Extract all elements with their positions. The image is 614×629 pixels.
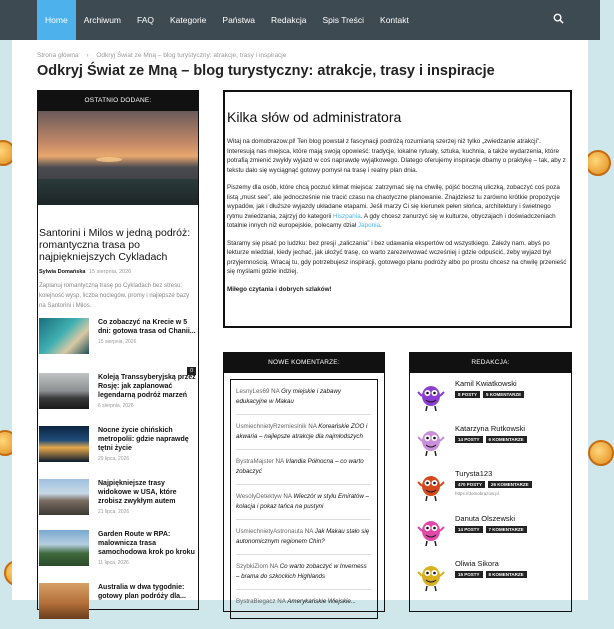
page-title: Odkryj Świat ze Mną – blog turystyczny: atrakcje, trasy i inspiracje <box>37 63 495 79</box>
editor-posts-badge: 14 POSTY <box>455 526 483 533</box>
comment-item <box>231 520 377 555</box>
editor-item <box>410 418 571 463</box>
recent-post-title[interactable]: Najpiękniejsze trasy widokowe w USA, które zrobisz zwykłym autem <box>98 480 177 505</box>
recent-post-item[interactable] <box>38 583 198 629</box>
recent-post-title[interactable]: Australia w dwa tygodnie: gotowy plan podróży dla... <box>98 584 186 600</box>
link-hiszpania[interactable]: Hiszpania <box>333 212 361 220</box>
editor-comments-badge: 7 KOMENTARZE <box>486 526 527 533</box>
recent-post-item[interactable] <box>38 479 198 523</box>
editors-widget <box>409 352 572 612</box>
featured-post-meta <box>38 263 198 275</box>
comment-on-label: NA <box>304 528 314 535</box>
comment-post-link[interactable]: Co warto zobaczyć w Inverness – brama do szkockich Highlands <box>236 563 367 580</box>
comment-item <box>231 450 377 485</box>
editor-badges <box>455 571 527 578</box>
comment-on-label: NA <box>308 423 317 430</box>
editor-comments-badge: 26 KOMENTARZE <box>488 481 532 488</box>
editor-posts-badge: 15 POSTY <box>455 571 483 578</box>
nav-item-państwa[interactable]: Państwa <box>222 15 256 25</box>
comment-on-label: NA <box>269 563 278 570</box>
top-navigation <box>0 0 600 40</box>
comment-on-label: NA <box>271 388 280 395</box>
recent-post-item[interactable] <box>38 373 198 419</box>
nav-item-archiwum[interactable]: Archiwum <box>83 15 121 25</box>
nav-item-spis-treści[interactable]: Spis Treści <box>322 15 365 25</box>
editor-name[interactable]: Katarzyna Rutkowski <box>455 424 526 433</box>
admin-intro-title: Kilka słów od administratora <box>227 109 402 125</box>
breadcrumb-home[interactable]: Strona główna <box>37 52 79 59</box>
editor-avatar[interactable] <box>415 516 447 548</box>
admin-paragraph-2 <box>225 175 570 231</box>
comment-on-label: NA <box>275 458 284 465</box>
nav-item-faq[interactable]: FAQ <box>137 15 155 25</box>
new-comments-widget <box>223 352 385 612</box>
editor-posts-badge: 8 POSTY <box>455 391 480 398</box>
recent-post-date: 29 lipca, 2026 <box>98 456 130 462</box>
recent-post-date: 15 sierpnia, 2026 <box>98 339 137 345</box>
admin-paragraph-2-text: Piszemy dla osób, które chcą poczuć klimat miejsca: zatrzymać się na chwilę, pójść boczną uliczką, zobaczyć coś poza listą „must see”, ale jednocześnie nie tracić czasu na chaotyczne planowanie. Znajdziesz tu zarówno krótkie propozycje wypadów, jak i dłuższe wyjazdy układane etapami. Jeśli marzy Ci się kierunek pełen słońca, architektury i świetnego rytmu zwiedzania, zajrzyj do kategorii <box>227 184 560 220</box>
nav-item-home[interactable]: Home <box>37 0 76 40</box>
admin-intro-box <box>223 90 572 328</box>
recent-post-thumbnail[interactable] <box>39 583 89 619</box>
recent-post-item[interactable] <box>38 530 198 576</box>
admin-paragraph-2-text-b: . A gdy chcesz zanurzyć się w kulturze, obyczajach i doświadczeniach totalnie innych niż europejskie, polecamy dział <box>227 212 556 229</box>
recent-post-list <box>38 318 198 629</box>
comment-author[interactable]: UsmiechnietyAstronauta <box>236 528 304 535</box>
featured-post-excerpt: Zaplanuj romantyczną trasę po Cykladach bez stresu: kolejność wysp, liczba noclegów, promy i najlepsze bazy na Santorini i Milos. <box>39 283 190 309</box>
editor-avatar[interactable] <box>415 426 447 458</box>
featured-post-title[interactable]: Santorini i Milos w jedną podróż: romantyczna trasa po najpiękniejszych Cykladach <box>39 227 191 263</box>
comment-item <box>231 415 377 450</box>
admin-paragraph-1: Witaj na domobrazow.pl! Ten blog powstał z fascynacji podróżą rozumianą szerzej niż tylko „zwiedzanie atrakcji”. Interesują nas miejsca, które mają swoją opowieść: tradycje, lokalne rytuały, sztuka, kuchnia, a także wydarzenia, które potrafią zmienić zwykły wyjazd w coś naprawdę wyjątkowego. Dlatego oferujemy inspiracje dbamy o praktykę – tak, aby z tekstu dało się wyciągnąć gotowy pomysł na trasę i realny plan dnia. <box>227 138 566 174</box>
comment-item <box>231 590 377 615</box>
nav-item-kategorie[interactable]: Kategorie <box>170 15 207 25</box>
editor-posts-badge: 470 POSTY <box>455 481 485 488</box>
admin-paragraph-2-text-c: . <box>379 222 382 229</box>
editor-avatar[interactable] <box>415 561 447 593</box>
editor-badges <box>455 526 527 533</box>
editor-name[interactable]: Danuta Olszewski <box>455 514 516 523</box>
comment-post-link[interactable]: Jak Makau stało się autonomicznym regionem Chin? <box>236 528 370 545</box>
recent-post-thumbnail[interactable] <box>39 318 89 354</box>
recent-posts-widget <box>37 90 199 610</box>
editor-avatar[interactable] <box>415 381 447 413</box>
comment-item <box>231 380 377 415</box>
recent-post-thumbnail[interactable] <box>39 426 89 462</box>
recent-post-date: 21 lipca, 2026 <box>98 509 130 515</box>
comment-author[interactable]: SzybkiZiom <box>236 563 268 570</box>
editor-posts-badge: 14 POSTY <box>455 436 483 443</box>
comment-on-label: NA <box>283 493 292 500</box>
comment-author[interactable]: BystraBiegacz <box>236 598 276 605</box>
comment-post-link[interactable]: Irlandia Północna – co warto zobaczyć <box>236 458 364 475</box>
editor-comments-badge: 8 KOMENTARZE <box>486 571 527 578</box>
comment-divider <box>236 614 371 615</box>
nav-item-redakcja[interactable]: Redakcja <box>271 15 307 25</box>
editor-comments-badge: 6 KOMENTARZE <box>486 436 527 443</box>
editor-avatar[interactable] <box>415 471 447 503</box>
comment-post-link[interactable]: Gry miejskie i zabawy edukacyjne w Makau <box>236 388 341 405</box>
comment-item <box>231 485 377 520</box>
featured-post-image[interactable] <box>38 111 198 205</box>
editor-item <box>410 463 571 508</box>
link-japonia[interactable]: Japonia <box>357 222 380 229</box>
editor-comments-badge: 5 KOMENTARZE <box>483 391 524 398</box>
recent-post-thumbnail[interactable] <box>39 530 89 566</box>
editor-item <box>410 553 571 598</box>
comment-author[interactable]: LesnyLes69 <box>236 388 270 395</box>
recent-post-date: 6 sierpnia, 2026 <box>98 403 134 409</box>
comment-on-label: NA <box>277 598 286 605</box>
editor-badges <box>455 481 532 488</box>
editor-name[interactable]: Turysta123 <box>455 469 493 478</box>
editor-badges <box>455 391 524 398</box>
breadcrumb-separator: › <box>86 52 89 59</box>
recent-post-title[interactable]: Nocne życie chińskich metropolii: gdzie naprawdę tętni życie <box>98 427 189 452</box>
comment-post-link[interactable]: Koreańskie ZOO i akwaria – najlepsze atrakcje dla najmłodszych <box>236 423 368 440</box>
featured-post-author[interactable]: Sylwia Domańska <box>39 269 86 275</box>
admin-paragraph-3: Staramy się pisać po ludzku: bez presji „zaliczania” i bez udawania ekspertów od wszystkiego. Zależy nam, abyś po lekturze wiedział, kiedy jechać, jak ułożyć trasę, co warto zarezerwować wcześniej i gdzie odpuścić, żeby wyjazd był przyjemnością. Wracaj tu, gdy potrzebujesz inspiracji, gotowego planu podróży albo po prostu chcesz na chwilę przenieść się myślami gdzie indziej. <box>227 239 567 275</box>
recent-post-item[interactable] <box>38 426 198 472</box>
breadcrumb <box>37 52 292 59</box>
comment-item <box>231 555 377 590</box>
recent-post-thumbnail[interactable] <box>39 479 89 515</box>
recent-post-title[interactable]: Garden Route w RPA: malownicza trasa samochodowa krok po kroku <box>98 531 195 556</box>
comment-author[interactable]: UsmiechnietyRzemieslnik <box>236 423 307 430</box>
search-icon[interactable] <box>553 13 564 24</box>
recent-post-title[interactable]: Co zobaczyć na Krecie w 5 dni: gotowa trasa od Chanii... <box>98 319 196 335</box>
editor-item <box>410 373 571 418</box>
editor-list <box>410 373 571 598</box>
recent-post-title[interactable]: Koleją Transsyberyjską przez Rosję: jak zaplanować legendarną podróż marzeń <box>98 374 196 399</box>
admin-signoff: Miłego czytania i dobrych szlaków! <box>227 285 332 293</box>
recent-post-date: 11 lipca, 2026 <box>98 560 129 566</box>
comment-author[interactable]: WesolyDetektyw <box>236 493 282 500</box>
new-comments-header: NOWE KOMENTARZE: <box>224 353 384 373</box>
comment-list <box>230 379 378 619</box>
comment-post-link[interactable]: Amerykańskie Wiejskie... <box>287 598 357 605</box>
editor-website-link[interactable]: https://domobrazow.pl <box>455 491 499 496</box>
breadcrumb-current: Odkryj Świat ze Mną – blog turystyczny: atrakcje, trasy i inspiracje <box>96 52 287 59</box>
editor-item <box>410 508 571 553</box>
recent-post-thumbnail[interactable] <box>39 373 89 409</box>
editor-name[interactable]: Oliwia Sikora <box>455 559 499 568</box>
comment-post-link[interactable]: Wieczór w stylu Emiratów – kolacja i pokaz tańca na pustyni <box>236 493 369 510</box>
recent-post-item[interactable] <box>38 318 198 366</box>
editor-badges <box>455 436 527 443</box>
nav-item-kontakt[interactable]: Kontakt <box>380 15 409 25</box>
recent-posts-header: OSTATNIO DODANE: <box>38 91 198 111</box>
comment-count-badge[interactable]: 0 <box>187 367 196 375</box>
editor-name[interactable]: Kamil Kwiatkowski <box>455 379 517 388</box>
featured-post-date: 15 sierpnia, 2026 <box>89 269 132 275</box>
comment-author[interactable]: BystraMajster <box>236 458 274 465</box>
editors-header: REDAKCJA: <box>410 353 571 373</box>
